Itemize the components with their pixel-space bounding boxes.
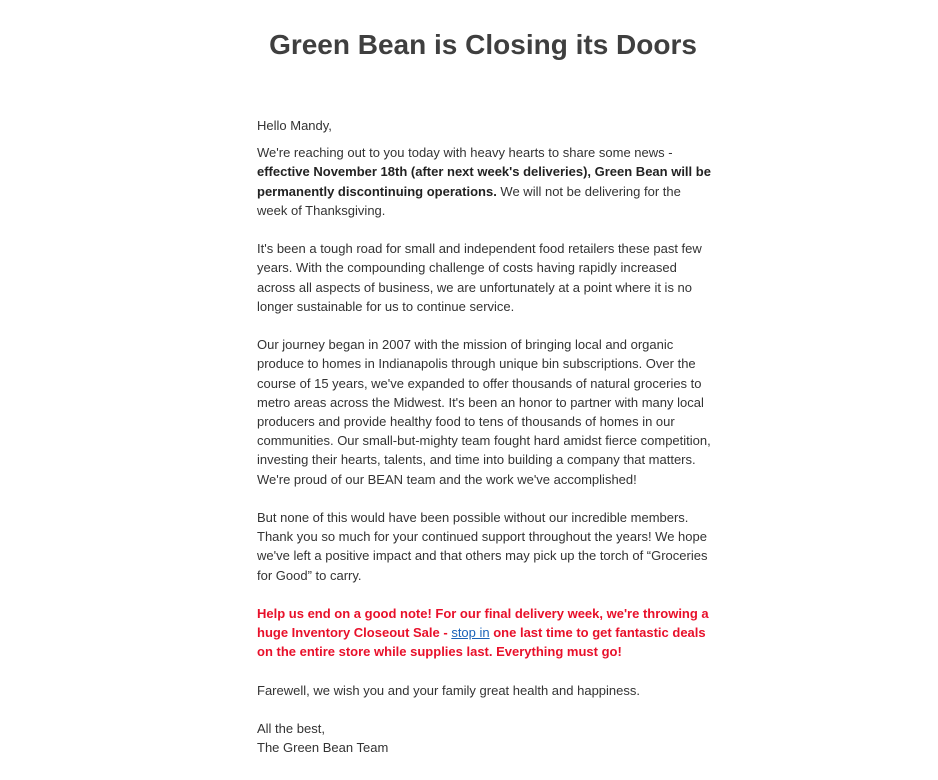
signoff <box>257 719 713 757</box>
announcement-lead: We're reaching out to you today with heavy hearts to share some news - <box>257 145 673 161</box>
closeout-sale-paragraph <box>257 604 713 662</box>
announcement-bold: effective November 18th (after next week's deliveries), Green Bean will be permanently discontinuing operations. <box>257 164 711 199</box>
farewell-paragraph: Farewell, we wish you and your family great health and happiness. <box>257 682 640 698</box>
email-body <box>257 116 713 758</box>
closing-announcement-paragraph <box>257 143 713 220</box>
announcement-tail: We will not be delivering for the week of Thanksgiving. <box>257 183 681 218</box>
greeting: Hello Mandy, <box>257 118 332 133</box>
email-title: Green Bean is Closing its Doors <box>269 29 697 60</box>
sale-lead: Help us end on a good note! For our final delivery week, we're throwing a huge Inventory Closeout Sale - <box>257 606 709 641</box>
tough-road-paragraph: It's been a tough road for small and independent food retailers these past few years. With the compounding challenge of costs having rapidly increased across all aspects of business, we are unfortunately at a point where it is no longer sustainable for us to continue service. <box>257 241 702 314</box>
thanks-paragraph: But none of this would have been possible without our incredible members. Thank you so much for your continued support throughout the years! We hope we've left a positive impact and that others may pick up the torch of “Groceries for Good” to carry. <box>257 510 708 583</box>
signoff-line-1: All the best, <box>257 721 325 737</box>
signoff-line-2: The Green Bean Team <box>257 740 389 756</box>
journey-paragraph: Our journey began in 2007 with the mission of bringing local and organic produce to homes in Indianapolis through unique bin subscriptions. Over the course of 15 years, we've expanded to offer thousands of natural groceries to metro areas across the Midwest. It's been an honor to partner with many local producers and provide healthy food to tens of thousands of homes in our communities. Our small-but-mighty team fought hard amidst fierce competition, investing their hearts, talents, and time into building a company that matters. We're proud of our BEAN team and the work we've accomplished! <box>257 337 711 487</box>
stop-in-link[interactable]: stop in <box>451 625 490 641</box>
sale-tail: one last time to get fantastic deals on the entire store while supplies last. Everything must go! <box>257 625 706 660</box>
